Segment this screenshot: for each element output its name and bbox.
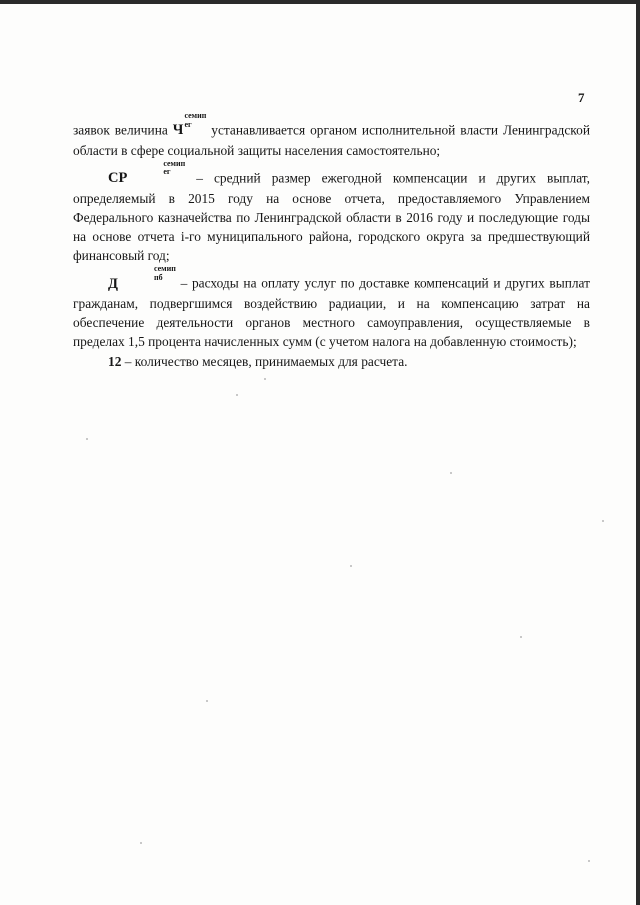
scan-edge-right	[636, 0, 640, 905]
paragraph-text: – количество месяцев, принимаемых для расчета.	[124, 353, 408, 369]
paragraph-text: – средний размер ежегодной компенсации и других выплат, определяемый в 2015 году на основе отчета, предоставляемого Управлением Федерального казначейства по Ленинградской области в 2016 году и последующие годы на основе отчета i-го муниципального района, городского округа за предшествующий финансовый год;	[73, 170, 590, 264]
scan-edge-top	[0, 0, 640, 4]
paragraph-text: – расходы на оплату услуг по доставке компенсаций и других выплат гражданам, подвергшимся воздействию радиации, и на компенсацию затрат на обеспечение деятельности органов местного самоуправления, осуществляемые в пределах 1,5 процента начисленных сумм (с учетом налога на добавленную стоимость);	[73, 275, 590, 350]
formula-constant-12: 12	[108, 353, 122, 369]
paragraph-chislo-zayavok	[73, 112, 590, 160]
formula-symbol-sr: СР семип ег	[108, 158, 186, 187]
page-number: 7	[578, 90, 585, 105]
document-body	[73, 112, 590, 371]
paragraph-rashody-dostavka	[73, 265, 590, 351]
paragraph-text: устанавливается органом исполнительной власти Ленинградской области в сфере социальной защиты населения самостоятельно;	[73, 122, 590, 158]
formula-symbol-d: Д семип пб	[108, 264, 176, 292]
paragraph-text: заявок величина	[73, 122, 168, 138]
paragraph-kolichestvo-mesyacev	[73, 352, 590, 371]
paragraph-srednij-razmer	[73, 160, 590, 265]
formula-symbol-ch: Ч семип ег	[172, 111, 207, 139]
